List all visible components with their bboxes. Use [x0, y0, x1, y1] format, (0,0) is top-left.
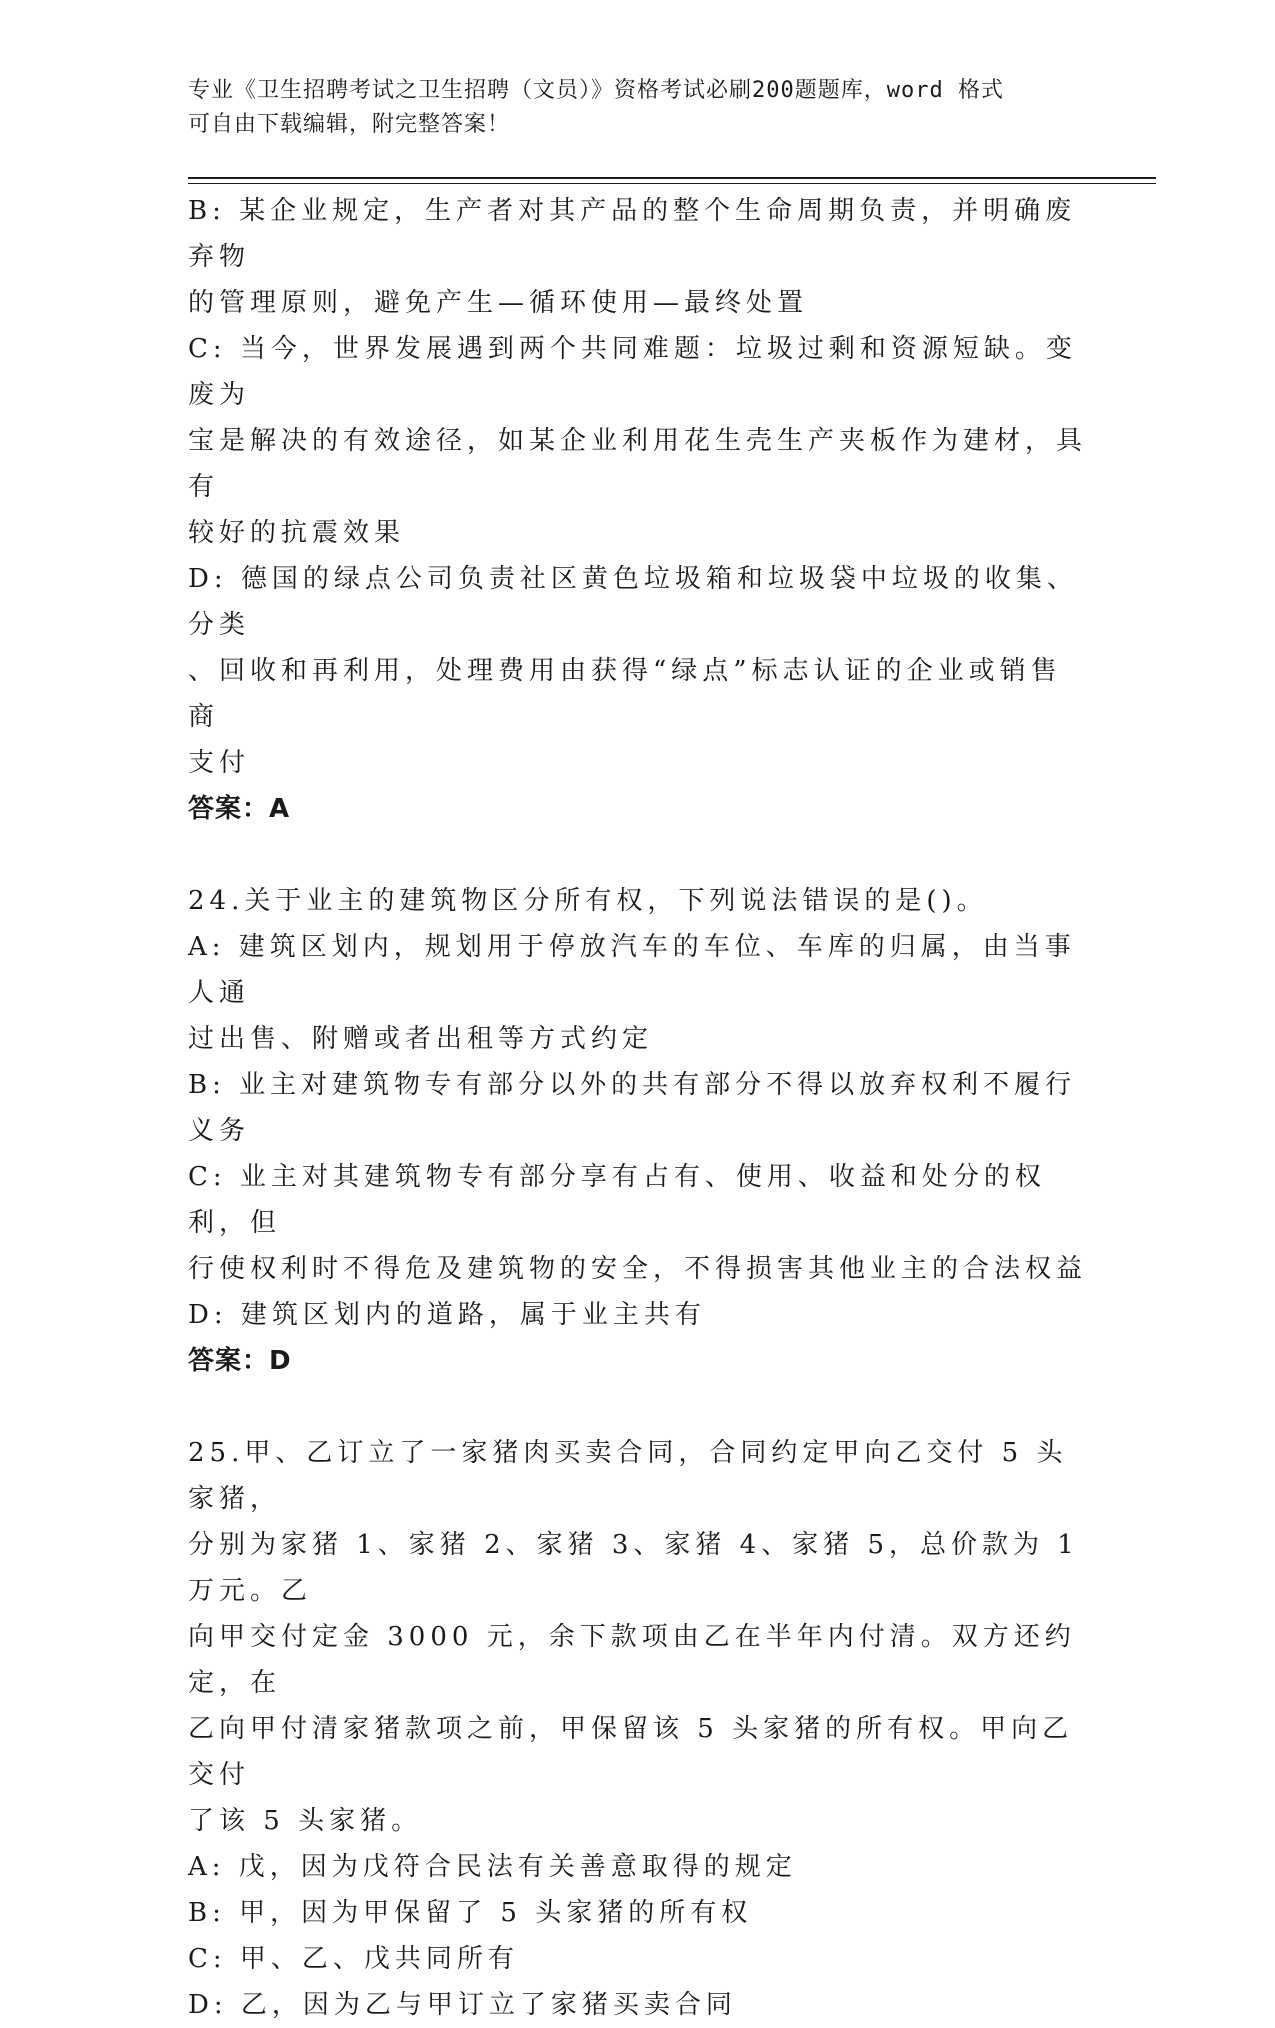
document-body — [188, 188, 1088, 2028]
option-d-line-3: 支付 — [188, 748, 251, 778]
option-b: B: 业主对建筑物专有部分以外的共有部分不得以放弃权利不履行义务 — [188, 1070, 1077, 1146]
option-d: D: 乙，因为乙与甲订立了家猪买卖合同 — [188, 1990, 737, 2020]
header-divider-thin — [188, 183, 1156, 184]
question-text-line-2: 分别为家猪 1、家猪 2、家猪 3、家猪 4、家猪 5，总价款为 1 万元。乙 — [188, 1530, 1079, 1606]
header-title-line-1: 专业《卫生招聘考试之卫生招聘（文员）》资格考试必刷200题题库，word 格式 — [188, 78, 1004, 103]
option-d: D: 建筑区划内的道路，属于业主共有 — [188, 1300, 706, 1330]
header-divider-thick — [188, 177, 1156, 179]
option-c-line-3: 较好的抗震效果 — [188, 518, 406, 548]
option-c-line-2: 行使权利时不得危及建筑物的安全，不得损害其他业主的合法权益 — [188, 1254, 1088, 1284]
question-text-line-4: 乙向甲付清家猪款项之前，甲保留该 5 头家猪的所有权。甲向乙交付 — [188, 1714, 1074, 1790]
option-a: A: 戊，因为戊符合民法有关善意取得的规定 — [188, 1852, 797, 1882]
question-25 — [188, 1430, 1088, 2028]
spacer — [188, 1384, 1088, 1430]
option-d-line-2: 、回收和再利用，处理费用由获得“绿点”标志认证的企业或销售商 — [188, 656, 1062, 732]
option-c-line-1: C: 业主对其建筑物专有部分享有占有、使用、收益和处分的权利，但 — [188, 1162, 1046, 1238]
option-c-line-1: C: 当今，世界发展遇到两个共同难题：垃圾过剩和资源短缺。变废为 — [188, 334, 1077, 410]
option-c-line-2: 宝是解决的有效途径，如某企业利用花生壳生产夹板作为建材，具有 — [188, 426, 1088, 502]
header-title-line-2: 可自由下载编辑，附完整答案！ — [188, 112, 511, 137]
question-text-line-5: 了该 5 头家猪。 — [188, 1806, 423, 1836]
option-b-line-2: 的管理原则，避免产生—循环使用—最终处置 — [188, 288, 809, 318]
answer-label: 答案：D — [188, 1346, 292, 1376]
option-a-line-1: A: 建筑区划内，规划用于停放汽车的车位、车库的归属，由当事人通 — [188, 932, 1076, 1008]
question-text-line-3: 向甲交付定金 3000 元，余下款项由乙在半年内付清。双方还约定，在 — [188, 1622, 1076, 1698]
option-c: C: 甲、乙、戊共同所有 — [188, 1944, 519, 1974]
question-text-line-1: 25.甲、乙订立了一家猪肉买卖合同，合同约定甲向乙交付 5 头家猪， — [188, 1438, 1068, 1514]
question-23-continued — [188, 188, 1088, 832]
page-header — [188, 74, 1078, 142]
question-24 — [188, 878, 1088, 1384]
option-a-line-2: 过出售、附赠或者出租等方式约定 — [188, 1024, 654, 1054]
answer-label: 答案：A — [188, 794, 291, 824]
option-d-line-1: D: 德国的绿点公司负责社区黄色垃圾箱和垃圾袋中垃圾的收集、分类 — [188, 564, 1078, 640]
option-b-line-1: B: 某企业规定，生产者对其产品的整个生命周期负责，并明确废弃物 — [188, 196, 1077, 272]
spacer — [188, 832, 1088, 878]
question-text: 24.关于业主的建筑物区分所有权，下列说法错误的是()。 — [188, 886, 988, 916]
option-b: B: 甲，因为甲保留了 5 头家猪的所有权 — [188, 1898, 753, 1928]
